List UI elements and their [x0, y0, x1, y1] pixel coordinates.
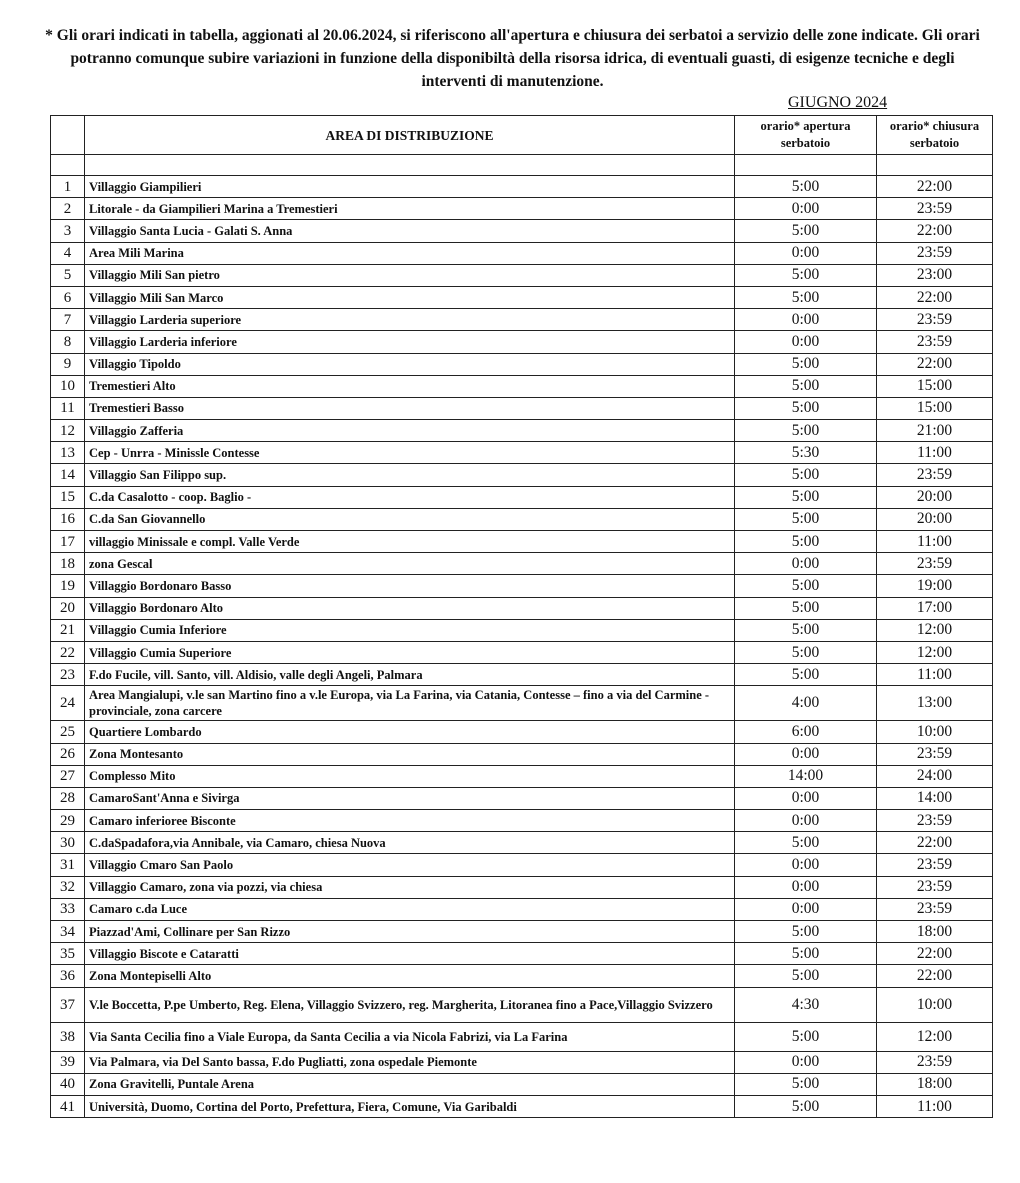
row-open-time: 6:00 — [735, 721, 877, 743]
row-area: Villaggio Bordonaro Basso — [85, 575, 735, 597]
row-close-time: 15:00 — [877, 397, 993, 419]
table-row — [51, 486, 993, 508]
row-number: 1 — [51, 176, 85, 198]
row-number: 20 — [51, 597, 85, 619]
row-area: Villaggio Tipoldo — [85, 353, 735, 375]
table-row — [51, 353, 993, 375]
table-row — [51, 309, 993, 331]
row-area: C.da San Giovannello — [85, 508, 735, 530]
row-close-time: 10:00 — [877, 721, 993, 743]
row-area: Villaggio Cumia Inferiore — [85, 619, 735, 641]
row-open-time: 5:00 — [735, 531, 877, 553]
header-area: AREA DI DISTRIBUZIONE — [85, 116, 735, 155]
row-open-time: 5:00 — [735, 264, 877, 286]
row-close-time: 19:00 — [877, 575, 993, 597]
row-area: Villaggio Mili San Marco — [85, 286, 735, 308]
row-close-time: 23:59 — [877, 464, 993, 486]
row-area: F.do Fucile, vill. Santo, vill. Aldisio, valle degli Angeli, Palmara — [85, 664, 735, 686]
row-number: 8 — [51, 331, 85, 353]
row-open-time: 4:30 — [735, 987, 877, 1022]
row-area: C.daSpadafora,via Annibale, via Camaro, chiesa Nuova — [85, 832, 735, 854]
row-close-time: 20:00 — [877, 486, 993, 508]
row-number: 10 — [51, 375, 85, 397]
row-open-time: 5:00 — [735, 508, 877, 530]
table-row — [51, 420, 993, 442]
row-close-time: 23:59 — [877, 331, 993, 353]
row-number: 17 — [51, 531, 85, 553]
table-row — [51, 965, 993, 987]
row-open-time: 5:30 — [735, 442, 877, 464]
table-row — [51, 464, 993, 486]
row-open-time: 5:00 — [735, 220, 877, 242]
row-area: V.le Boccetta, P.pe Umberto, Reg. Elena, Villaggio Svizzero, reg. Margherita, Litoranea fino a Pace,Villaggio Svizzero — [85, 987, 735, 1022]
row-open-time: 5:00 — [735, 286, 877, 308]
row-close-time: 14:00 — [877, 787, 993, 809]
row-area: Villaggio Bordonaro Alto — [85, 597, 735, 619]
row-area: Villaggio Larderia superiore — [85, 309, 735, 331]
row-area: C.da Casalotto - coop. Baglio - — [85, 486, 735, 508]
row-area: Villaggio Camaro, zona via pozzi, via chiesa — [85, 876, 735, 898]
row-area: Villaggio Cmaro San Paolo — [85, 854, 735, 876]
row-close-time: 22:00 — [877, 220, 993, 242]
row-open-time: 5:00 — [735, 641, 877, 663]
table-header-row — [51, 116, 993, 155]
table-row — [51, 176, 993, 198]
row-open-time: 5:00 — [735, 176, 877, 198]
row-number: 16 — [51, 508, 85, 530]
row-open-time: 5:00 — [735, 921, 877, 943]
row-close-time: 23:59 — [877, 553, 993, 575]
row-number: 23 — [51, 664, 85, 686]
row-close-time: 11:00 — [877, 442, 993, 464]
table-row — [51, 787, 993, 809]
row-area: Complesso Mito — [85, 765, 735, 787]
table-row — [51, 765, 993, 787]
header-close: orario* chiusura serbatoio — [877, 116, 993, 155]
row-number: 30 — [51, 832, 85, 854]
row-number: 4 — [51, 242, 85, 264]
row-open-time: 5:00 — [735, 832, 877, 854]
row-close-time: 23:00 — [877, 264, 993, 286]
table-row — [51, 898, 993, 920]
row-area: Zona Montesanto — [85, 743, 735, 765]
table-row — [51, 832, 993, 854]
table-row — [51, 743, 993, 765]
blank-row — [51, 155, 993, 176]
row-area: Villaggio Giampilieri — [85, 176, 735, 198]
row-open-time: 0:00 — [735, 898, 877, 920]
row-number: 24 — [51, 686, 85, 721]
row-area: CamaroSant'Anna e Sivirga — [85, 787, 735, 809]
blank-cell — [85, 155, 735, 176]
row-open-time: 0:00 — [735, 309, 877, 331]
table-row — [51, 1051, 993, 1073]
row-area: Villaggio Zafferia — [85, 420, 735, 442]
row-number: 6 — [51, 286, 85, 308]
row-open-time: 5:00 — [735, 486, 877, 508]
row-area: Villaggio Mili San pietro — [85, 264, 735, 286]
row-number: 36 — [51, 965, 85, 987]
row-area: Tremestieri Basso — [85, 397, 735, 419]
row-close-time: 18:00 — [877, 921, 993, 943]
row-number: 38 — [51, 1022, 85, 1051]
row-area: Villaggio Cumia Superiore — [85, 641, 735, 663]
row-number: 12 — [51, 420, 85, 442]
row-close-time: 15:00 — [877, 375, 993, 397]
table-row — [51, 220, 993, 242]
row-close-time: 23:59 — [877, 854, 993, 876]
row-open-time: 5:00 — [735, 1022, 877, 1051]
blank-cell — [51, 155, 85, 176]
row-number: 22 — [51, 641, 85, 663]
row-number: 35 — [51, 943, 85, 965]
row-area: Università, Duomo, Cortina del Porto, Prefettura, Fiera, Comune, Via Garibaldi — [85, 1095, 735, 1117]
row-open-time: 5:00 — [735, 619, 877, 641]
row-close-time: 24:00 — [877, 765, 993, 787]
table-row — [51, 641, 993, 663]
distribution-schedule-table — [50, 115, 993, 1118]
row-open-time: 0:00 — [735, 553, 877, 575]
row-number: 39 — [51, 1051, 85, 1073]
row-area: Area Mangialupi, v.le san Martino fino a v.le Europa, via La Farina, via Catania, Contesse – fino a via del Carmine - provinciale, zona carcere — [85, 686, 735, 721]
row-number: 13 — [51, 442, 85, 464]
row-open-time: 5:00 — [735, 575, 877, 597]
table-row — [51, 531, 993, 553]
row-open-time: 5:00 — [735, 664, 877, 686]
table-row — [51, 876, 993, 898]
row-open-time: 0:00 — [735, 810, 877, 832]
row-area: Cep - Unrra - Minissle Contesse — [85, 442, 735, 464]
row-close-time: 23:59 — [877, 876, 993, 898]
row-close-time: 11:00 — [877, 664, 993, 686]
row-open-time: 5:00 — [735, 464, 877, 486]
table-row — [51, 686, 993, 721]
row-close-time: 22:00 — [877, 965, 993, 987]
table-row — [51, 286, 993, 308]
row-number: 15 — [51, 486, 85, 508]
row-area: Via Santa Cecilia fino a Viale Europa, da Santa Cecilia a via Nicola Fabrizi, via La Farina — [85, 1022, 735, 1051]
row-close-time: 22:00 — [877, 176, 993, 198]
row-area: Villaggio Santa Lucia - Galati S. Anna — [85, 220, 735, 242]
row-number: 37 — [51, 987, 85, 1022]
table-row — [51, 721, 993, 743]
table-row — [51, 987, 993, 1022]
row-number: 27 — [51, 765, 85, 787]
row-number: 29 — [51, 810, 85, 832]
row-number: 5 — [51, 264, 85, 286]
table-row — [51, 575, 993, 597]
row-open-time: 5:00 — [735, 597, 877, 619]
table-row — [51, 921, 993, 943]
row-open-time: 4:00 — [735, 686, 877, 721]
row-number: 14 — [51, 464, 85, 486]
row-close-time: 22:00 — [877, 943, 993, 965]
row-number: 40 — [51, 1073, 85, 1095]
row-area: Quartiere Lombardo — [85, 721, 735, 743]
row-area: Via Palmara, via Del Santo bassa, F.do Pugliatti, zona ospedale Piemonte — [85, 1051, 735, 1073]
table-row — [51, 397, 993, 419]
row-area: Area Mili Marina — [85, 242, 735, 264]
row-number: 34 — [51, 921, 85, 943]
row-number: 11 — [51, 397, 85, 419]
row-open-time: 0:00 — [735, 331, 877, 353]
table-row — [51, 854, 993, 876]
row-close-time: 23:59 — [877, 1051, 993, 1073]
row-close-time: 20:00 — [877, 508, 993, 530]
table-row — [51, 810, 993, 832]
row-open-time: 5:00 — [735, 1095, 877, 1117]
row-area: villaggio Minissale e compl. Valle Verde — [85, 531, 735, 553]
table-row — [51, 619, 993, 641]
row-close-time: 17:00 — [877, 597, 993, 619]
table-row — [51, 442, 993, 464]
row-open-time: 5:00 — [735, 420, 877, 442]
row-close-time: 10:00 — [877, 987, 993, 1022]
table-row — [51, 375, 993, 397]
row-close-time: 22:00 — [877, 832, 993, 854]
row-close-time: 11:00 — [877, 531, 993, 553]
row-open-time: 5:00 — [735, 353, 877, 375]
row-open-time: 14:00 — [735, 765, 877, 787]
row-open-time: 0:00 — [735, 198, 877, 220]
row-area: Villaggio Biscote e Cataratti — [85, 943, 735, 965]
row-number: 3 — [51, 220, 85, 242]
row-number: 18 — [51, 553, 85, 575]
header-open: orario* apertura serbatoio — [735, 116, 877, 155]
row-number: 9 — [51, 353, 85, 375]
table-row — [51, 664, 993, 686]
row-number: 7 — [51, 309, 85, 331]
row-close-time: 12:00 — [877, 641, 993, 663]
row-area: Zona Gravitelli, Puntale Arena — [85, 1073, 735, 1095]
row-open-time: 5:00 — [735, 1073, 877, 1095]
row-close-time: 23:59 — [877, 810, 993, 832]
table-row — [51, 508, 993, 530]
table-row — [51, 198, 993, 220]
row-area: Camaro inferioree Bisconte — [85, 810, 735, 832]
row-close-time: 11:00 — [877, 1095, 993, 1117]
row-number: 2 — [51, 198, 85, 220]
row-close-time: 23:59 — [877, 242, 993, 264]
row-number: 31 — [51, 854, 85, 876]
row-number: 28 — [51, 787, 85, 809]
header-note: * Gli orari indicati in tabella, aggionati al 20.06.2024, si riferiscono all'apertura e chiusura dei serbatoi a servizio delle zone indicate. Gli orari potranno comunque subire variazioni in funzione della disponibiltà della risorsa idrica, di eventuali guasti, di esigenze tecniche e degli interventi di manutenzione. — [45, 27, 980, 90]
row-close-time: 22:00 — [877, 286, 993, 308]
row-close-time: 23:59 — [877, 309, 993, 331]
row-open-time: 0:00 — [735, 787, 877, 809]
blank-cell — [735, 155, 877, 176]
row-close-time: 23:59 — [877, 743, 993, 765]
row-area: Tremestieri Alto — [85, 375, 735, 397]
row-number: 21 — [51, 619, 85, 641]
row-open-time: 5:00 — [735, 965, 877, 987]
row-number: 32 — [51, 876, 85, 898]
row-area: Villaggio Larderia inferiore — [85, 331, 735, 353]
row-number: 41 — [51, 1095, 85, 1117]
row-open-time: 0:00 — [735, 743, 877, 765]
row-area: Camaro c.da Luce — [85, 898, 735, 920]
row-number: 19 — [51, 575, 85, 597]
row-area: Zona Montepiselli Alto — [85, 965, 735, 987]
row-close-time: 18:00 — [877, 1073, 993, 1095]
table-row — [51, 264, 993, 286]
row-close-time: 12:00 — [877, 619, 993, 641]
row-open-time: 0:00 — [735, 854, 877, 876]
row-close-time: 23:59 — [877, 198, 993, 220]
row-number: 33 — [51, 898, 85, 920]
row-number: 26 — [51, 743, 85, 765]
blank-cell — [877, 155, 993, 176]
row-open-time: 5:00 — [735, 397, 877, 419]
table-row — [51, 331, 993, 353]
month-label: GIUGNO 2024 — [788, 94, 888, 111]
row-open-time: 0:00 — [735, 876, 877, 898]
table-row — [51, 1095, 993, 1117]
table-row — [51, 1073, 993, 1095]
row-number: 25 — [51, 721, 85, 743]
row-close-time: 21:00 — [877, 420, 993, 442]
row-open-time: 0:00 — [735, 1051, 877, 1073]
row-close-time: 23:59 — [877, 898, 993, 920]
table-row — [51, 597, 993, 619]
row-area: Villaggio San Filippo sup. — [85, 464, 735, 486]
row-close-time: 22:00 — [877, 353, 993, 375]
row-area: Piazzad'Ami, Collinare per San Rizzo — [85, 921, 735, 943]
row-area: Litorale - da Giampilieri Marina a Tremestieri — [85, 198, 735, 220]
table-row — [51, 553, 993, 575]
table-row — [51, 242, 993, 264]
row-open-time: 5:00 — [735, 375, 877, 397]
row-close-time: 12:00 — [877, 1022, 993, 1051]
table-row — [51, 1022, 993, 1051]
table-row — [51, 943, 993, 965]
row-close-time: 13:00 — [877, 686, 993, 721]
row-open-time: 0:00 — [735, 242, 877, 264]
row-area: zona Gescal — [85, 553, 735, 575]
row-open-time: 5:00 — [735, 943, 877, 965]
header-number — [51, 116, 85, 155]
